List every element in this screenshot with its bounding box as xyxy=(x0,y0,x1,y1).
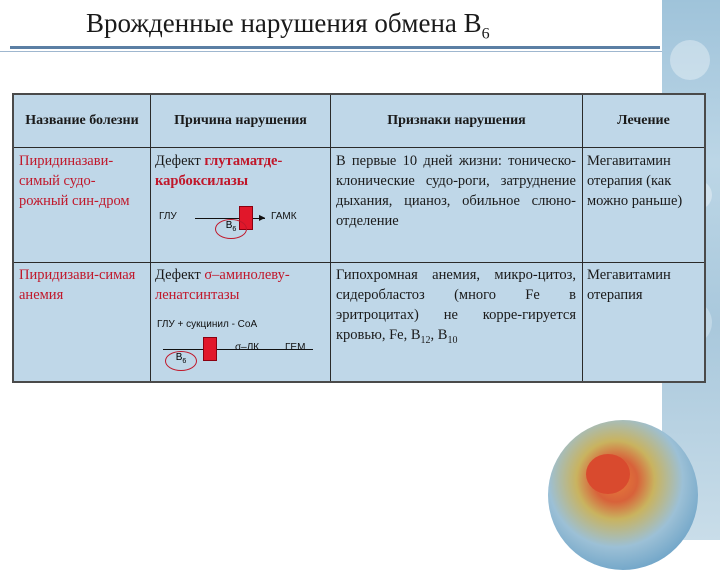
row2-disease: Пиридизави-симая анемия xyxy=(19,267,136,303)
row2-treatment: Мегавитамин отерапия xyxy=(587,267,671,303)
row2-signs: Гипохромная анемия, микро-цитоз, сидеробластоз (много Fe в эритроцитах) не корре-гируется кровью, Fe, $В_{12}$, $В_{10}$ xyxy=(336,267,576,346)
row1-pathway-diagram xyxy=(155,203,327,248)
row1-signs: В первые 10 дней жизни: тоническо-клонические судо-роги, затруднение дыхания, цианоз, обильное слюно-отделение xyxy=(336,153,576,229)
header-disease-name: Название болезни xyxy=(25,113,139,128)
row2-substrates: ГЛУ + сукцинил - СоА xyxy=(157,319,258,330)
title-underline-thin xyxy=(0,51,662,52)
row2-product: ГЕМ xyxy=(285,342,306,353)
row2-cofactor: $В_6$ xyxy=(165,351,197,371)
cell-illustration xyxy=(548,420,698,570)
row1-substrate: ГЛУ xyxy=(159,211,177,222)
row1-treatment: Мегавитамин отерапия (как можно раньше) xyxy=(587,153,683,209)
row1-product: ГАМК xyxy=(271,211,297,222)
table-divider xyxy=(14,262,704,263)
title-underline xyxy=(10,46,660,49)
header-signs: Признаки нарушения xyxy=(387,113,526,128)
row2-enzyme: σ–аминолеву-ленатсинтазы xyxy=(155,267,290,303)
header-treatment: Лечение xyxy=(617,113,670,128)
row1-cause: Дефект глутаматде-карбоксилазы xyxy=(155,153,283,189)
row2-intermediate: σ–ЛК xyxy=(235,342,260,353)
row2-pathway-diagram xyxy=(155,313,327,375)
cell-nucleus xyxy=(586,454,630,494)
header-cause: Причина нарушения xyxy=(174,113,307,128)
disorders-table xyxy=(12,93,706,383)
title-bar xyxy=(0,0,662,48)
row1-enzyme: глутаматде-карбоксилазы xyxy=(155,153,283,189)
block-marker-icon xyxy=(203,337,217,361)
arrow-head-icon: ▶ xyxy=(259,213,266,222)
row2-cause: Дефект σ–аминолеву-ленатсинтазы xyxy=(155,267,290,303)
row1-cofactor: $В_6$ xyxy=(215,219,247,239)
table-divider xyxy=(14,147,704,148)
row1-disease: Пиридиназави-симый судо-рожный син-дром xyxy=(19,153,130,209)
slide-title: Врожденные нарушения обмена $В_6$ xyxy=(86,8,490,43)
